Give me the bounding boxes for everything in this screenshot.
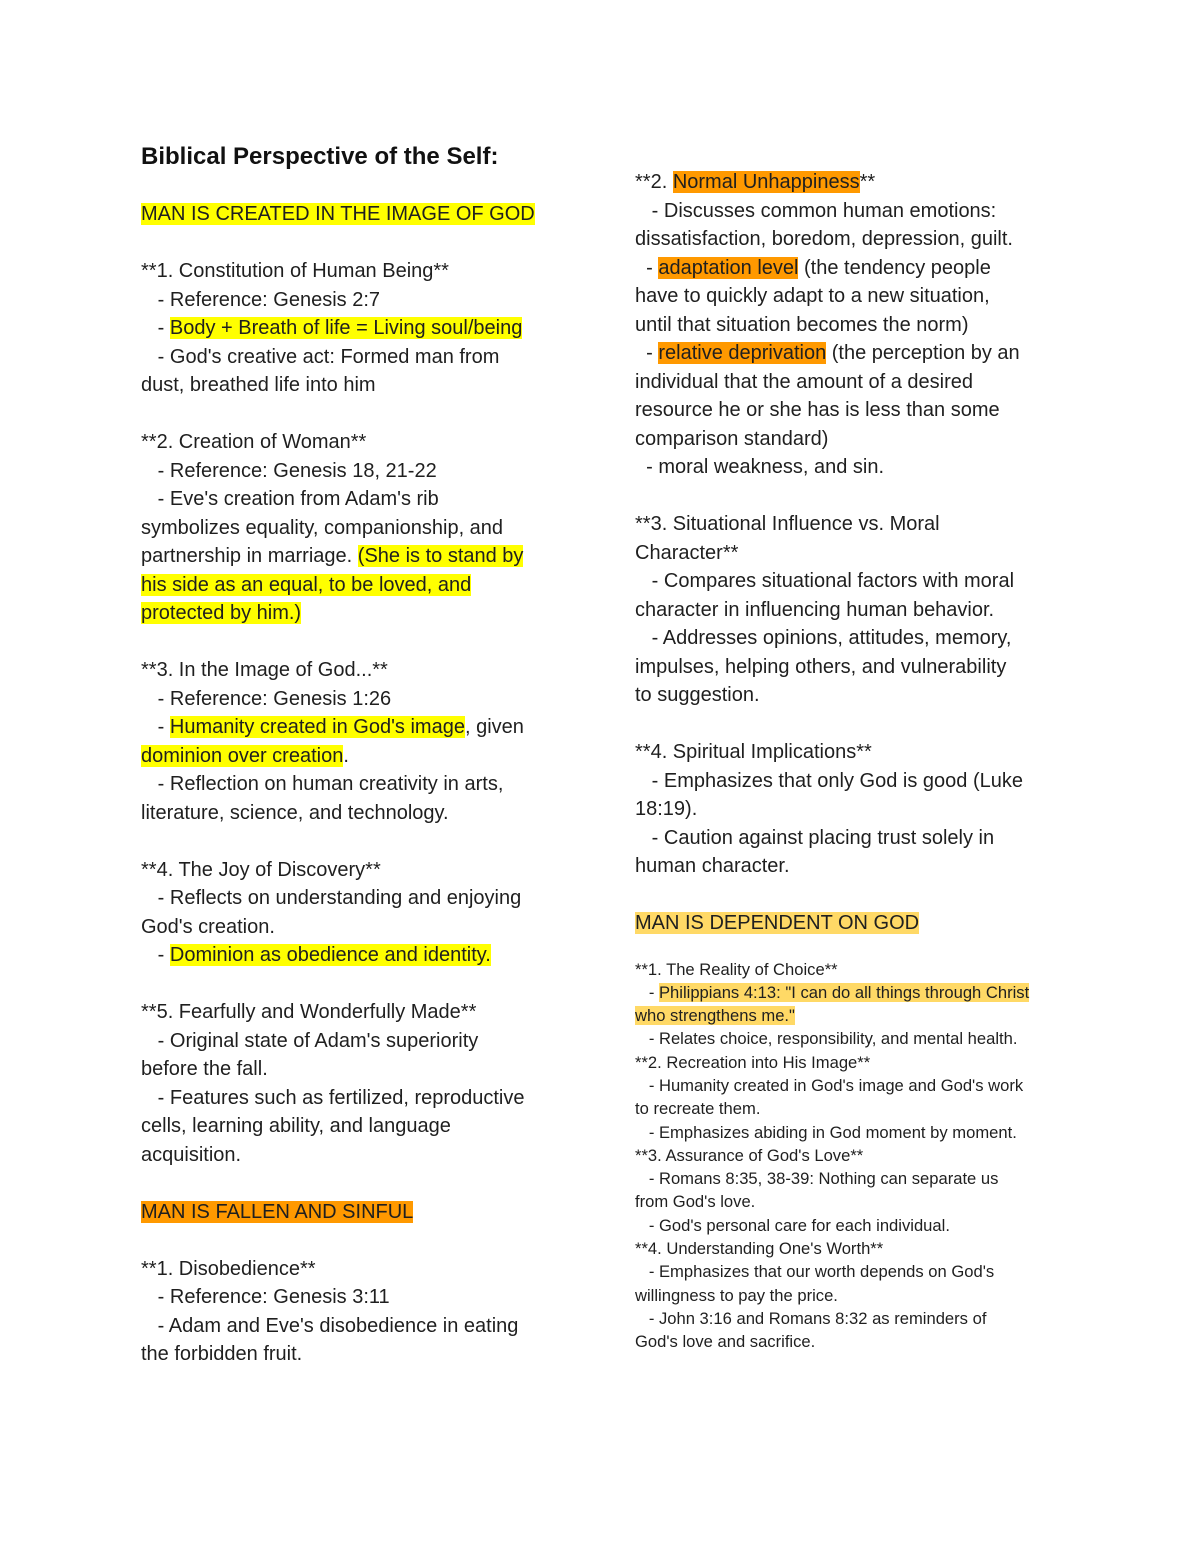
text-line: have to quickly adapt to a new situation, [635, 285, 990, 307]
text-line: literature, science, and technology. [141, 801, 449, 824]
text-line: until that situation becomes the norm) [635, 313, 969, 336]
text-line: cells, learning ability, and language [141, 1115, 451, 1137]
left-column: Biblical Perspective of the Self: MAN IS CREATED IN THE IMAGE OF GOD **1. Constitution of Human Being** - Reference: Genesis 2:7 - Body + Breath of life = Living soul/being - God's creative act: Formed man from dust, breathed life into him **2. Creation of Woman** - Reference: Genesis 18, 21-22 - Eve's creation from Adam's rib symbolizes equality, companionship, and partnership in marriage. (She is to stand by his side as an equal, to be loved, and protected by him.) **3. In the Image of God...** - Reference: Genesis 1:26 - Humanity created in God's image, given dominion over creation. - Reflection on human creativity in arts, literature, science, and technology. **4. The Joy of Discovery** - Reflects on understanding and enjoying God's creation. - Dominion as obedience and identity. **5. Fearfully and Wonderfully Made** - Original state of Adam's superiority before the fall. - Features such as fertilized, reproductive cells, learning ability, and language acquisition. MAN IS FALLEN AND SINFUL **1. Disobedience** - Reference: Genesis 3:11 - Adam and Eve's disobedience in eating the forbidden fruit. [141, 140, 566, 1369]
text-line: - John 3:16 and Romans 8:32 as reminders of [635, 1308, 987, 1328]
subheading: **3. Assurance of God's Love** [635, 1145, 864, 1165]
highlight: protected by him.) [141, 602, 302, 624]
text-line: - Addresses opinions, attitudes, memory, [635, 627, 1012, 649]
document-title: Biblical Perspective of the Self: [141, 143, 499, 170]
text-line: - Reflects on understanding and enjoying [141, 887, 522, 909]
highlight: Philippians 4:13: "I can do all things through Christ [658, 982, 1030, 1002]
subheading: **4. Understanding One's Worth** [635, 1239, 884, 1259]
section-heading-fallen: MAN IS FALLEN AND SINFUL [141, 1200, 414, 1223]
text-line: - Reflection on human creativity in arts, [141, 773, 504, 795]
text-line: comparison standard) [635, 427, 829, 450]
subheading: **2. Creation of Woman** [141, 431, 367, 453]
text-line: before the fall. [141, 1058, 268, 1080]
highlight: dominion over creation [141, 744, 344, 767]
subheading: **5. Fearfully and Wonderfully Made** [141, 1001, 477, 1023]
highlight: Dominion as obedience and identity. [169, 944, 491, 966]
text-line: impulses, helping others, and vulnerability [635, 655, 1007, 678]
text-line: - Reference: Genesis 18, 21-22 [141, 459, 437, 482]
text-line: - moral weakness, and sin. [635, 456, 884, 478]
text-line: 18:19). [635, 798, 698, 820]
text-line: to suggestion. [635, 684, 760, 706]
subheading: **2. Recreation into His Image** [635, 1052, 871, 1072]
highlight: adaptation level [658, 256, 799, 279]
subheading: **3. Situational Influence vs. Moral [635, 513, 940, 535]
text-line: - God's creative act: Formed man from [141, 345, 500, 368]
highlight: (She is to stand by [357, 545, 524, 567]
text-line: individual that the amount of a desired [635, 370, 973, 393]
text-line: God's love and sacrifice. [635, 1332, 816, 1352]
text-line: - God's personal care for each individual. [635, 1215, 950, 1235]
text-line: - Humanity created in God's image and God's work [635, 1075, 1024, 1095]
text-line: - Reference: Genesis 3:11 [141, 1286, 390, 1308]
text-line: - Adam and Eve's disobedience in eating [141, 1314, 519, 1337]
text-line: from God's love. [635, 1192, 756, 1212]
text-line: willingness to pay the price. [635, 1285, 838, 1305]
subheading: **1. The Reality of Choice** [635, 959, 838, 979]
subheading: **1. Disobedience** [141, 1257, 316, 1280]
text-line: human character. [635, 855, 790, 877]
text-line: - Relates choice, responsibility, and mental health. [635, 1029, 1018, 1049]
highlight: who strengthens me." [635, 1006, 795, 1026]
subheading: **1. Constitution of Human Being** [141, 260, 449, 282]
text-line: character in influencing human behavior. [635, 598, 995, 621]
text-line: - Eve's creation from Adam's rib [141, 488, 439, 510]
text-line: dissatisfaction, boredom, depression, guilt. [635, 228, 1013, 250]
text-line: the forbidden fruit. [141, 1343, 303, 1365]
subheading: **4. Spiritual Implications** [635, 741, 872, 763]
text-line: - Reference: Genesis 1:26 [141, 687, 392, 710]
highlight: Humanity created in God's image [169, 716, 465, 738]
text-line: symbolizes equality, companionship, and [141, 516, 504, 539]
text-line: - Romans 8:35, 38-39: Nothing can separate us [635, 1169, 999, 1189]
text-line: - Reference: Genesis 2:7 [141, 288, 381, 311]
text-line: - Discusses common human emotions: [635, 199, 997, 222]
right-column: **2. Normal Unhappiness** - Discusses common human emotions: dissatisfaction, boredom, depression, guilt. - adaptation level (the tendency people have to quickly adapt to a new situation, until that situation becomes the norm) - relative deprivation (the perception by an individual that the amount of a desired resource he or she has is less than some comparison standard) - moral weakness, and sin. **3. Situational Influence vs. Moral Character** - Compares situational factors with moral character in influencing human behavior. - Addresses opinions, attitudes, memory, impulses, helping others, and vulnerability to suggestion. **4. Spiritual Implications** - Emphasizes that only God is good (Luke 18:19). - Caution against placing trust solely in human character. MAN IS DEPENDENT ON GOD **1. The Reality of Choice** - Philippians 4:13: "I can do all things through Christ who strengthens me." - Relates choice, responsibility, and mental health. **2. Recreation into His Image** - Humanity created in God's image and God's work to recreate them. - Emphasizes abiding in God moment by moment. **3. Assurance of God's Love** - Romans 8:35, 38-39: Nothing can separate us from God's love. - God's personal care for each individual. **4. Understanding One's Worth** - Emphasizes that our worth depends on God's willingness to pay the price. - John 3:16 and Romans 8:32 as reminders of God's love and sacrifice. [635, 168, 1065, 1354]
subheading: **4. The Joy of Discovery** [141, 858, 381, 881]
text-line: dust, breathed life into him [141, 374, 376, 396]
text-line: - Caution against placing trust solely in [635, 826, 995, 849]
section-heading-dependent: MAN IS DEPENDENT ON GOD [635, 912, 920, 934]
section-heading-created: MAN IS CREATED IN THE IMAGE OF GOD [141, 203, 535, 225]
highlight: Normal Unhappiness [672, 171, 860, 193]
text-line: - Features such as fertilized, reproductive [141, 1086, 525, 1109]
highlight: his side as an equal, to be loved, and [141, 573, 472, 596]
highlight: relative deprivation [658, 342, 827, 364]
subheading: **3. In the Image of God...** [141, 659, 388, 681]
text-line: - Emphasizes that only God is good (Luke [635, 769, 1023, 792]
text-line: God's creation. [141, 915, 275, 938]
text-line: resource he or she has is less than some [635, 399, 1000, 421]
highlight: Body + Breath of life = Living soul/being [169, 317, 523, 339]
text-line: - Compares situational factors with moral [635, 570, 1015, 592]
text-line: - Emphasizes that our worth depends on God's [635, 1262, 995, 1282]
subheading: Character** [635, 541, 739, 564]
text-line: - Emphasizes abiding in God moment by moment. [635, 1122, 1017, 1142]
text-line: acquisition. [141, 1143, 242, 1166]
text-line: - Original state of Adam's superiority [141, 1029, 479, 1052]
text-line: to recreate them. [635, 1099, 761, 1119]
